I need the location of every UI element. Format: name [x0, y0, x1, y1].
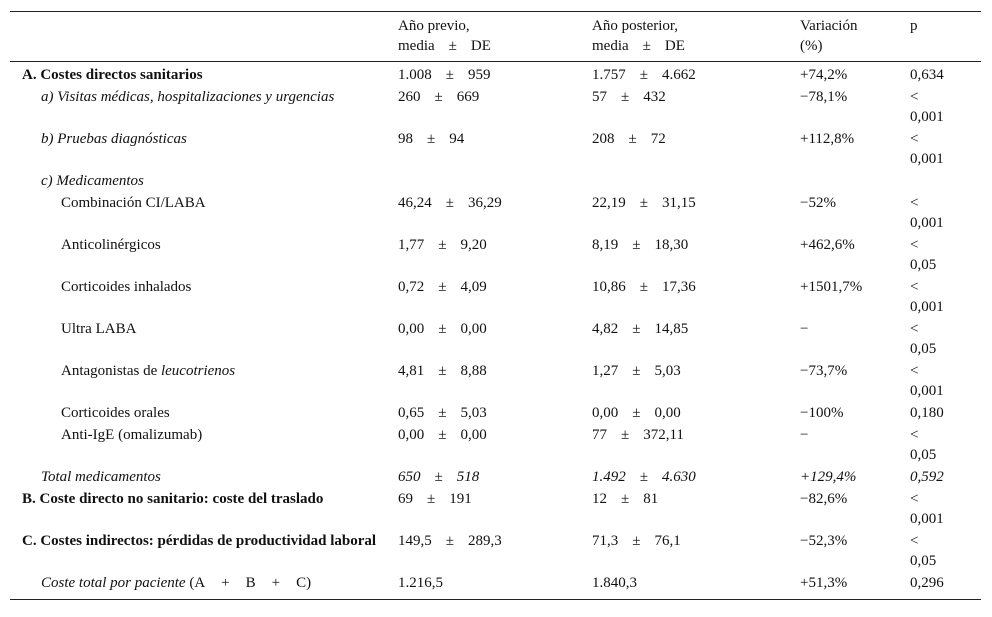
row-label: B. Coste directo no sanitario: coste del traslado	[22, 491, 324, 507]
prev-value: 98 ± 94	[398, 131, 465, 147]
table-row	[10, 234, 981, 276]
variation-value: −52,3%	[800, 533, 848, 549]
prev-value: 0,72 ± 4,09	[398, 279, 487, 295]
row-label: Ultra LABA	[61, 321, 137, 337]
header-prev-de: DE	[470, 38, 491, 54]
post-value: 0,00 ± 0,00	[592, 405, 681, 421]
post-value: 71,3 ± 76,1	[592, 533, 681, 549]
header-post-de: DE	[664, 38, 685, 54]
p-value: < 0,05	[910, 237, 937, 273]
p-value: 0,296	[910, 575, 944, 591]
variation-value: +129,4%	[800, 469, 857, 485]
post-value: 8,19 ± 18,30	[592, 237, 689, 253]
p-value: < 0,001	[910, 363, 944, 399]
table-row	[10, 360, 981, 402]
table-row	[10, 402, 981, 424]
variation-value: −52%	[800, 195, 836, 211]
row-label: b) Pruebas diagnósticas	[41, 131, 187, 147]
p-value: < 0,05	[910, 533, 937, 569]
prev-value: 46,24 ± 36,29	[398, 195, 502, 211]
p-value: < 0,001	[910, 195, 944, 231]
post-value: 1.757 ± 4.662	[592, 67, 696, 83]
prev-value: 0,00 ± 0,00	[398, 427, 487, 443]
variation-value: −	[800, 321, 809, 337]
header-post-pm: ±	[642, 38, 651, 54]
table-row	[10, 86, 981, 128]
prev-value: 1,77 ± 9,20	[398, 237, 487, 253]
prev-value: 69 ± 191	[398, 491, 472, 507]
row-label: a) Visitas médicas, hospitalizaciones y urgencias	[41, 89, 335, 105]
prev-value: 260 ± 669	[398, 89, 480, 105]
header-label-cell	[10, 12, 398, 62]
post-value: 1.492 ± 4.630	[592, 469, 696, 485]
table-row	[10, 466, 981, 488]
p-value: 0,634	[910, 67, 944, 83]
table-row	[10, 318, 981, 360]
prev-value: 0,65 ± 5,03	[398, 405, 487, 421]
table-row	[10, 530, 981, 572]
header-prev-pm: ±	[448, 38, 457, 54]
variation-value: +462,6%	[800, 237, 855, 253]
table-row	[10, 488, 981, 530]
row-label: Coste total por paciente (A + B + C)	[41, 575, 312, 591]
variation-value: −73,7%	[800, 363, 848, 379]
post-value: 12 ± 81	[592, 491, 659, 507]
header-p: p	[910, 18, 918, 34]
p-value: < 0,001	[910, 491, 944, 527]
variation-value: +74,2%	[800, 67, 848, 83]
p-value: < 0,001	[910, 279, 944, 315]
row-label: C. Costes indirectos: pérdidas de productividad laboral	[22, 533, 377, 549]
post-value: 57 ± 432	[592, 89, 666, 105]
table-row	[10, 64, 981, 86]
table-row	[10, 192, 981, 234]
post-value: 208 ± 72	[592, 131, 666, 147]
prev-value: 4,81 ± 8,88	[398, 363, 487, 379]
variation-value: +1501,7%	[800, 279, 863, 295]
prev-value: 149,5 ± 289,3	[398, 533, 502, 549]
row-label: c) Medicamentos	[41, 173, 144, 189]
cost-table	[10, 11, 981, 600]
table-row	[10, 424, 981, 466]
header-post-year	[592, 12, 800, 62]
variation-value: +112,8%	[800, 131, 855, 147]
prev-value: 0,00 ± 0,00	[398, 321, 487, 337]
table-row	[10, 276, 981, 318]
row-label: Anticolinérgicos	[61, 237, 161, 253]
p-value: < 0,05	[910, 321, 937, 357]
header-prev-media: media	[398, 38, 435, 54]
prev-value: 650 ± 518	[398, 469, 480, 485]
header-post-line1: Año posterior,	[592, 18, 679, 34]
table-row	[10, 572, 981, 600]
post-value: 4,82 ± 14,85	[592, 321, 689, 337]
table-row	[10, 128, 981, 170]
row-label: Corticoides inhalados	[61, 279, 192, 295]
table-row	[10, 170, 981, 192]
row-label: Anti-IgE (omalizumab)	[61, 427, 203, 443]
row-label: Combinación CI/LABA	[61, 195, 206, 211]
variation-value: −	[800, 427, 809, 443]
variation-value: +51,3%	[800, 575, 848, 591]
row-label: Antagonistas de leucotrienos	[61, 363, 236, 379]
variation-value: −100%	[800, 405, 844, 421]
header-var-line2: (%)	[800, 38, 823, 54]
post-value: 77 ± 372,11	[592, 427, 684, 443]
row-label: Total medicamentos	[41, 469, 161, 485]
variation-value: −82,6%	[800, 491, 848, 507]
post-value: 1.840,3	[592, 575, 637, 591]
variation-value: −78,1%	[800, 89, 848, 105]
table-header-row	[10, 12, 981, 62]
post-value: 10,86 ± 17,36	[592, 279, 696, 295]
header-variation	[800, 12, 910, 62]
p-value: < 0,001	[910, 89, 944, 125]
p-value: 0,180	[910, 405, 944, 421]
header-prev-line1: Año previo,	[398, 18, 470, 34]
p-value: < 0,05	[910, 427, 937, 463]
header-prev-year	[398, 12, 592, 62]
row-label: A. Costes directos sanitarios	[22, 67, 203, 83]
row-label: Corticoides orales	[61, 405, 170, 421]
cost-table-container	[10, 11, 981, 600]
prev-value: 1.008 ± 959	[398, 67, 491, 83]
post-value: 22,19 ± 31,15	[592, 195, 696, 211]
prev-value: 1.216,5	[398, 575, 443, 591]
p-value: 0,592	[910, 469, 944, 485]
p-value: < 0,001	[910, 131, 944, 167]
header-var-line1: Variación	[800, 18, 858, 34]
post-value: 1,27 ± 5,03	[592, 363, 681, 379]
header-post-media: media	[592, 38, 629, 54]
